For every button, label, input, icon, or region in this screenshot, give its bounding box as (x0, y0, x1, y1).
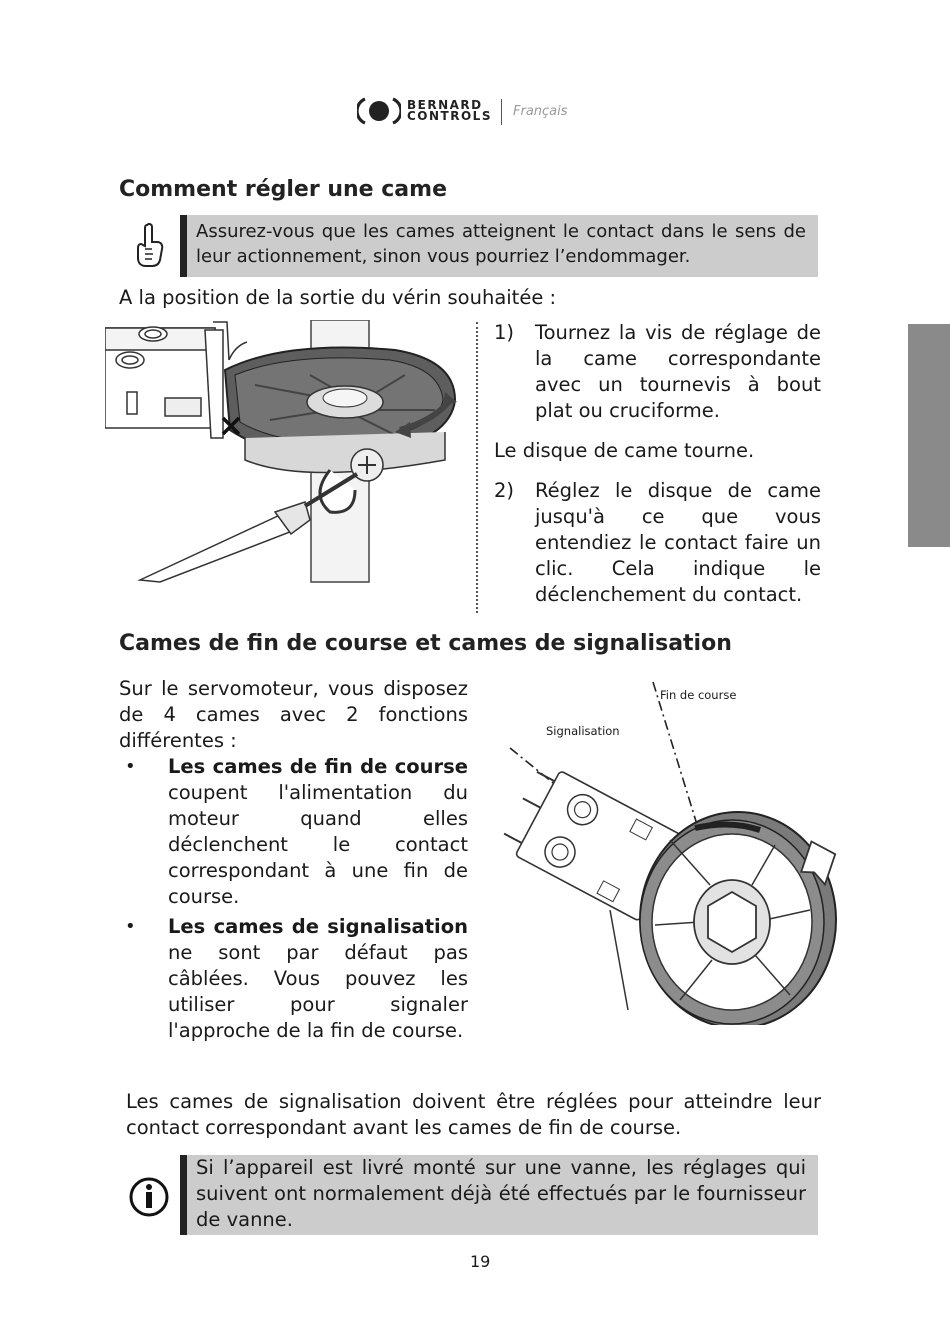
hand-warning-icon (133, 222, 167, 268)
step-number: 2) (494, 479, 515, 502)
list-item (119, 914, 468, 1044)
header-divider (501, 99, 502, 125)
side-tab (908, 324, 950, 547)
warning-text: Assurez-vous que les cames atteignent le contact dans le sens de leur actionnement, sinon vous pourriez l’endommager. (196, 221, 806, 267)
step-text: Tournez la vis de réglage de la came correspondante avec un tournevis à bout plat ou cruciforme. (535, 321, 821, 422)
section-title-cam-adjust: Comment régler une came (119, 177, 447, 202)
info-box (180, 1155, 818, 1235)
cam-types-list (119, 754, 468, 1044)
bullet-bold: Les cames de signalisation (168, 915, 468, 938)
info-text: Si l’appareil est livré monté sur une vanne, les réglages qui suivent ont normalement déjà été effectués par le fournisseur de vanne. (196, 1156, 806, 1231)
page-number: 19 (470, 1252, 491, 1271)
steps-list (494, 320, 821, 424)
info-icon (128, 1176, 170, 1218)
brand-mark-icon (357, 96, 401, 126)
brand-logo (357, 96, 497, 128)
step-number: 1) (494, 321, 515, 344)
brand-name-line1: BERNARD (407, 98, 483, 112)
figure-divider (476, 322, 478, 613)
cam-adjust-figure (105, 320, 465, 585)
signal-cam-note: Les cames de signalisation doivent être réglées pour atteindre leur contact correspondant avant les cames de fin de course. (126, 1090, 821, 1139)
step-item (494, 478, 821, 608)
section-title-cam-types: Cames de fin de course et cames de signalisation (119, 631, 732, 656)
cam-types-figure (490, 680, 850, 1025)
warning-box (180, 215, 818, 277)
label-fin-de-course: Fin de course (660, 688, 737, 702)
step-text: Réglez le disque de came jusqu'à ce que vous entendiez le contact faire un clic. Cela indique le déclenchement du contact. (535, 479, 821, 606)
bullet-text: ne sont par défaut pas câblées. Vous pouvez les utiliser pour signaler l'approche de la fin de course. (168, 941, 468, 1042)
brand-name-line2: CONTROLS (407, 109, 492, 123)
step-result-text: Le disque de came tourne. (494, 439, 755, 462)
label-signalisation: Signalisation (546, 724, 620, 738)
steps-list-2 (494, 478, 821, 608)
list-item (119, 754, 468, 910)
bullet-text: coupent l'alimentation du moteur quand elles déclenchent le contact correspondant à une fin de course. (168, 781, 468, 908)
intro-text: A la position de la sortie du vérin souhaitée : (119, 286, 557, 309)
cams-intro-text: Sur le servomoteur, vous disposez de 4 cames avec 2 fonctions différentes : (119, 677, 468, 752)
bullet-bold: Les cames de fin de course (168, 755, 468, 778)
step-item (494, 320, 821, 424)
language-label: Français (513, 104, 568, 119)
